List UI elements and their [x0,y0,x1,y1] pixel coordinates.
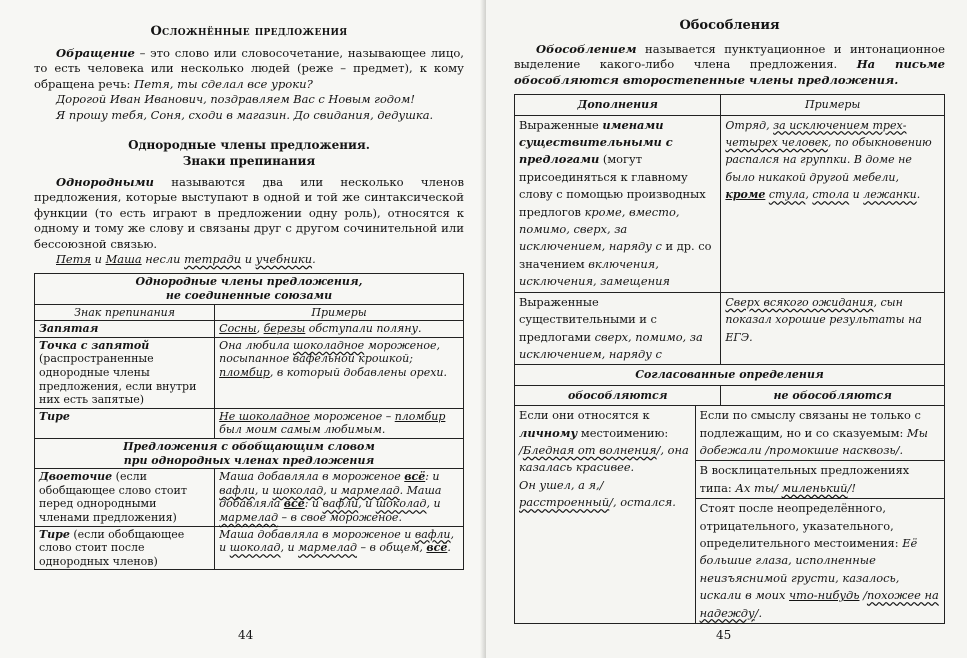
sign-cell: Точка с запятой (распространенные однородные члены предложения, если внутри них есть запятые) [35,337,215,408]
isolation-definition: Обособлением называется пунктуационное и интонационное выделение какого-либо члена предложения. На письме обособляются второстепенные члены предложения. [514,42,946,87]
example-cell: Маша добавляла в мороженое и вафли, и шоколад, и мармелад – в общем, всё. [215,526,464,570]
homogeneous-table [34,273,464,570]
section-title: Однородные члены предложения. Знаки препинания [128,138,370,169]
homogeneous-example: Петя и Маша несли тетради и учебники. [56,252,316,267]
page-title: Осложнённые предложения [150,24,348,39]
page-title: Обособления [679,18,780,33]
table-caption: Предложения с обобщающим словом при однородных членах предложения [35,439,464,469]
not-isolated-cell: Стоят после неопределённого, отрицательного, указательного, определительного местоимения: Её большие глаза, исполненные неизъяснимой грусти, казалось, искали в моих что-нибудь /похожее на надежду/. [695,499,944,624]
appeal-term: Обращение [56,46,135,60]
sign-cell: Тире (если обобщающее слово стоит после однородных членов) [35,526,215,570]
agreed-table [514,405,945,624]
table-row: Выраженные именами существительными с предлогами (могут присоединяться к главному слову с помощью производных предлогов кроме, вместо, помимо, сверх, за исключением, наряду с и др. со значением включения, исключения, замещения Отряд, за исключением трех-четырех человек, по обыкновению распался на группки. В доме не было никакой другой мебели, кроме стула, стола и лежанки. [515,115,945,292]
appeal-example: Я прошу тебя, Соня, сходи в магазин. До свидания, дедушка. [56,107,434,122]
table-caption: Согласованные определения [515,365,945,385]
not-isolated-cell: Если по смыслу связаны не только с подлежащим, но и со сказуемым: Мы добежали /промокшие насквозь/. [695,406,944,461]
table-caption: Однородные члены предложения, не соединенные союзами [35,274,464,304]
table-row [35,337,464,408]
not-isolated-cell: В восклицательных предложениях типа: Ах ты/ миленький/! [695,461,944,499]
page-number: 45 [716,628,732,642]
example-cell: Маша добавляла в мороженое всё: и вафли, и шоколад, и мармелад. Маша добавляла всё: и вафли, и шоколад, и мармелад – в свое мороженое. [215,469,464,526]
sign-cell: Двоеточие (если обобщающее слово стоит перед однородными членами предложения) [35,469,215,526]
table-row [35,526,464,570]
column-header: не обособляются [721,385,945,405]
sign-cell: Запятая [35,321,215,338]
column-header: Знак препинания [35,304,215,321]
table-row [35,321,464,338]
column-header: Примеры [721,95,945,115]
appeal-definition: Обращение – это слово или словосочетание, называющее лицо, то есть человека или несколько людей (реже – предмет), к кому обращена речь: Петя, ты сделал все уроки? [34,46,464,91]
homogeneous-definition: Однородными называются два или несколько членов предложения, которые выступают в одной и той же синтаксической функции (то есть играют в предложении одну роль), относятся к одному и тому же слову и связаны друг с другом сочинительной или бессоюзной связью. [34,175,464,251]
table-row: Выраженные существительными и с предлогами сверх, помимо, за исключением, наряду с Сверх всякого ожидания, сын показал хорошие результаты на ЕГЭ. [515,292,945,365]
column-header: Дополнения [515,95,721,115]
page-number: 44 [238,628,254,642]
isolation-table [514,94,945,406]
appeal-example: Дорогой Иван Иванович, поздравляем Вас с Новым годом! [56,92,415,107]
example-cell: Она любила шоколадное мороженое, посыпанное вафельной крошкой; пломбир, в который добавлены орехи. [215,337,464,408]
column-header: Примеры [215,304,464,321]
example-cell: Отряд, за исключением трех-четырех человек, по обыкновению распался на группки. В доме не было никакой другой мебели, кроме стула, стола и лежанки. [721,115,945,292]
column-header: обособляются [515,385,721,405]
example-cell: Не шоколадное мороженое – пломбир был моим самым любимым. [215,408,464,438]
table-row [35,408,464,438]
example-cell: Сосны, березы обступали поляну. [215,321,464,338]
sign-cell: Тире [35,408,215,438]
table-row [35,469,464,526]
isolated-cell: Если они относятся к личному местоимению: /Бледная от волнения/, она казалась красивее. Он ушел, а я,/ расстроенный/, остался. [515,406,696,624]
page-45 [486,0,967,658]
example-cell: Сверх всякого ожидания, сын показал хорошие результаты на ЕГЭ. [721,292,945,365]
